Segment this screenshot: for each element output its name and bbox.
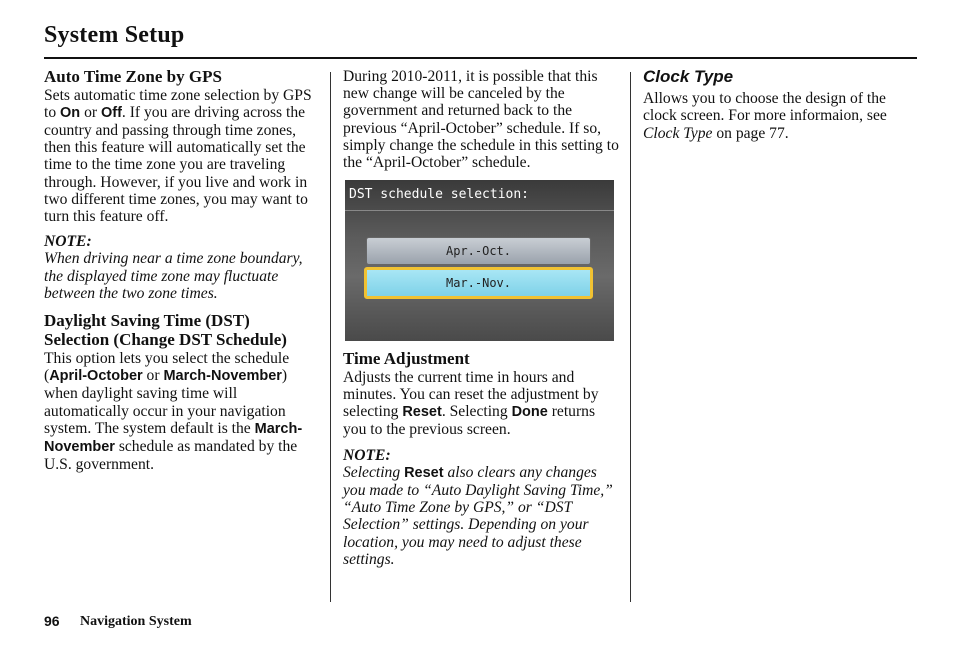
column-divider-2 bbox=[630, 72, 631, 602]
header-rule bbox=[44, 57, 917, 59]
march-november-option: March-November bbox=[163, 368, 282, 385]
column-2 bbox=[343, 68, 619, 568]
mar-nov-button: Mar.-Nov. bbox=[364, 267, 593, 299]
time-adjustment-paragraph: Adjusts the current time in hours and minutes. You can reset the adjustment by selecting Reset. Selecting Done returns you to the previous screen. bbox=[343, 368, 599, 439]
clock-type-link[interactable]: Clock Type bbox=[643, 124, 713, 142]
dst-screen-image bbox=[345, 180, 614, 341]
on-option: On bbox=[60, 104, 81, 121]
note-label: NOTE: bbox=[44, 233, 92, 251]
april-october-option: April-October bbox=[49, 368, 143, 385]
dst-heading: Daylight Saving Time (DST) Selection (Change DST Schedule) bbox=[44, 310, 287, 350]
screen-title: DST schedule selection: bbox=[349, 187, 530, 203]
column-1 bbox=[44, 68, 316, 473]
apr-oct-button: Apr.-Oct. bbox=[366, 237, 591, 265]
note-label-2: NOTE: bbox=[343, 446, 391, 464]
auto-tz-heading: Auto Time Zone by GPS bbox=[44, 67, 222, 86]
dst-paragraph: This option lets you select the schedule (April-October or March-November) when daylight saving time will automatically occur in your navigation system. The system default is the March-November schedule as mandated by the U.S. government. bbox=[44, 349, 303, 474]
dst-intro: During 2010-2011, it is possible that this new change will be canceled by the government and returned back to the previous “April-October” schedule. If so, simply change the schedule in this setting to the “April-October” schedule. bbox=[343, 68, 619, 172]
page-number: 96 bbox=[44, 613, 60, 629]
off-option: Off bbox=[100, 104, 122, 121]
footer-section: Navigation System bbox=[80, 614, 192, 629]
time-adjustment-heading: Time Adjustment bbox=[343, 349, 470, 369]
clock-type-heading: Clock Type bbox=[643, 67, 734, 86]
page-title: System Setup bbox=[44, 22, 185, 48]
note-text: When driving near a time zone boundary, the displayed time zone may fluctuate between the two zone times. bbox=[44, 250, 303, 302]
note-text-2: Selecting Reset also clears any changes you made to “Auto Daylight Saving Time,” “Auto Time Zone by GPS,” or “DST Selection” settings. Depending on your location, you may need to adjust these settings. bbox=[343, 463, 613, 568]
auto-tz-paragraph: Sets automatic time zone selection by GPS to On or Off. If you are driving across the country and passing through time zones, then this feature will automatically set the time to the time zone you are traveling through. However, if you live and work in two different time zones, you may want to turn this feature off. bbox=[44, 86, 312, 225]
clock-type-paragraph: Allows you to choose the design of the clock screen. For more informaion, see Clock Type on page 77. bbox=[643, 90, 887, 142]
column-3 bbox=[643, 68, 918, 142]
column-divider-1 bbox=[330, 72, 331, 602]
